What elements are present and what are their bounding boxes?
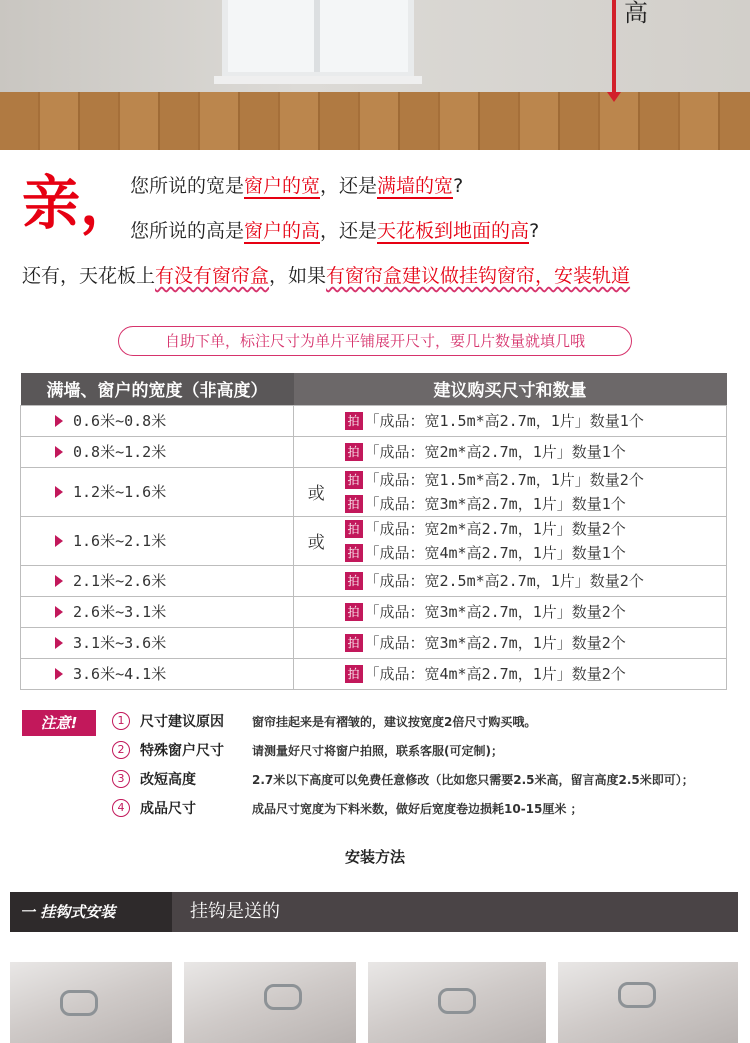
suggestion-line: [345, 492, 727, 516]
note-title: 尺寸建议原因: [140, 714, 224, 730]
pai-badge: 拍: [345, 572, 363, 590]
q3-c: ，如果: [269, 265, 327, 287]
width-range-cell: [21, 627, 294, 658]
suggestion-cell: [339, 565, 727, 596]
or-cell: [294, 405, 339, 436]
q2-a: 您所说的高是: [130, 220, 245, 242]
suggestion-text: 「成品：宽3m*高2.7m，1片」数量1个: [364, 495, 626, 513]
triangle-icon: [55, 606, 63, 618]
suggestion-text: 「成品：宽3m*高2.7m，1片」数量2个: [364, 603, 626, 621]
suggestion-cell: [339, 467, 727, 516]
q3-b: 有没有窗帘盒: [155, 265, 270, 287]
suggestion-line: [345, 569, 727, 593]
q3-a: 还有，天花板上: [22, 265, 156, 287]
note-item: [112, 737, 503, 763]
width-range: 2.6米~3.1米: [73, 603, 167, 621]
width-range: 0.8米~1.2米: [73, 443, 167, 461]
suggestion-line: [345, 631, 727, 655]
suggestion-cell: [339, 436, 727, 467]
q2-d: 天花板到地面的高: [377, 220, 530, 242]
width-range-cell: [21, 405, 294, 436]
suggestion-cell: [339, 627, 727, 658]
suggestion-line: [345, 662, 727, 686]
note-number-icon: 1: [112, 712, 130, 730]
triangle-icon: [55, 486, 63, 498]
width-range: 2.1米~2.6米: [73, 572, 167, 590]
size-table: [20, 373, 727, 690]
triangle-icon: [55, 446, 63, 458]
suggestion-text: 「成品：宽2m*高2.7m，1片」数量1个: [364, 443, 626, 461]
q1-c: ，还是: [320, 175, 378, 197]
install-section-bar: [10, 892, 738, 932]
table-row: [21, 596, 727, 627]
pai-badge: 拍: [345, 520, 363, 538]
install-section-text: 挂钩是送的: [190, 901, 280, 922]
note-desc: 请测量好尺寸将窗户拍照，联系客服(可定制)；: [252, 743, 503, 758]
note-number-icon: 2: [112, 741, 130, 759]
or-cell: [294, 627, 339, 658]
suggestion-text: 「成品：宽2m*高2.7m，1片」数量2个: [364, 520, 626, 538]
q1-b: 窗户的宽: [244, 175, 321, 197]
suggestion-cell: [339, 658, 727, 689]
q2-b: 窗户的高: [244, 220, 321, 242]
note-desc: 窗帘挂起来是有褶皱的，建议按宽度2倍尺寸购买哦。: [252, 714, 537, 729]
table-head-width: 满墙、窗户的宽度（非高度）: [21, 373, 294, 405]
height-label: 高: [624, 0, 648, 27]
hook-icon: [618, 982, 656, 1008]
q2-e: ?: [529, 220, 540, 242]
width-range-cell: [21, 565, 294, 596]
width-range-cell: [21, 467, 294, 516]
width-range-cell: [21, 516, 294, 565]
q1-e: ?: [453, 175, 464, 197]
note-item: [112, 766, 694, 792]
triangle-icon: [55, 415, 63, 427]
suggestion-line: [345, 600, 727, 624]
suggestion-line: [345, 541, 727, 565]
or-cell: 或: [294, 467, 339, 516]
triangle-icon: [55, 575, 63, 587]
pai-badge: 拍: [345, 495, 363, 513]
table-row: [21, 627, 727, 658]
width-range: 3.1米~3.6米: [73, 634, 167, 652]
room-floor: [0, 92, 750, 150]
height-arrow-icon: [612, 0, 616, 98]
width-range: 1.2米~1.6米: [73, 483, 167, 501]
table-row: [21, 516, 727, 565]
hook-photo-1: [10, 962, 172, 1043]
suggestion-cell: [339, 596, 727, 627]
width-range: 0.6米~0.8米: [73, 412, 167, 430]
install-title: 安装方法: [344, 848, 405, 866]
suggestion-line: [345, 440, 727, 464]
suggestion-text: 「成品：宽4m*高2.7m，1片」数量2个: [364, 665, 626, 683]
suggestion-line: [345, 517, 727, 541]
triangle-icon: [55, 535, 63, 547]
suggestion-text: 「成品：宽1.5m*高2.7m，1片」数量1个: [364, 412, 644, 430]
pai-badge: 拍: [345, 544, 363, 562]
note-tag: 注意!: [22, 710, 96, 736]
or-cell: [294, 596, 339, 627]
width-range-cell: [21, 596, 294, 627]
suggestion-cell: [339, 405, 727, 436]
hook-icon: [264, 984, 302, 1010]
pai-badge: 拍: [345, 443, 363, 461]
q2-c: ，还是: [320, 220, 378, 242]
or-cell: 或: [294, 516, 339, 565]
table-row: [21, 467, 727, 516]
table-row: [21, 405, 727, 436]
or-cell: [294, 436, 339, 467]
table-row: [21, 658, 727, 689]
hook-icon: [60, 990, 98, 1016]
room-window: [222, 0, 414, 78]
hook-photo-3: [368, 962, 546, 1043]
q3-d: 有窗帘盒建议做挂钩窗帘，安装轨道: [326, 265, 631, 287]
note-title: 改短高度: [140, 772, 196, 788]
q1-d: 满墙的宽: [377, 175, 454, 197]
note-item: [112, 795, 583, 821]
suggestion-text: 「成品：宽1.5m*高2.7m，1片」数量2个: [364, 471, 644, 489]
table-body: [21, 405, 727, 689]
order-hint-pill: 自助下单，标注尺寸为单片平铺展开尺寸，要几片数量就填几哦: [118, 326, 632, 356]
hook-photo-2: [184, 962, 356, 1043]
table-row: [21, 565, 727, 596]
suggestion-line: [345, 409, 727, 433]
or-cell: [294, 658, 339, 689]
install-section-label: 一 挂钩式安装: [10, 892, 172, 932]
note-number-icon: 4: [112, 799, 130, 817]
note-number-icon: 3: [112, 770, 130, 788]
suggestion-text: 「成品：宽2.5m*高2.7m，1片」数量2个: [364, 572, 644, 590]
qin-heading: 亲，: [22, 169, 139, 237]
table-row: [21, 436, 727, 467]
suggestion-line: [345, 468, 727, 492]
pai-badge: 拍: [345, 665, 363, 683]
triangle-icon: [55, 668, 63, 680]
note-item: [112, 708, 536, 734]
room-photo: [0, 0, 750, 150]
pai-badge: 拍: [345, 412, 363, 430]
question-line-2: [130, 217, 539, 245]
pai-badge: 拍: [345, 634, 363, 652]
hook-photo-4: [558, 962, 738, 1043]
question-line-3: [22, 262, 630, 290]
hook-icon: [438, 988, 476, 1014]
note-title: 成品尺寸: [140, 801, 196, 817]
width-range-cell: [21, 658, 294, 689]
triangle-icon: [55, 637, 63, 649]
width-range-cell: [21, 436, 294, 467]
pai-badge: 拍: [345, 471, 363, 489]
width-range: 3.6米~4.1米: [73, 665, 167, 683]
question-line-1: [130, 172, 463, 200]
note-desc: 成品尺寸宽度为下料米数，做好后宽度卷边损耗10-15厘米 ；: [252, 801, 583, 816]
width-range: 1.6米~2.1米: [73, 532, 167, 550]
note-title: 特殊窗户尺寸: [140, 743, 224, 759]
note-desc: 2.7米以下高度可以免费任意修改（比如您只需要2.5米高，留言高度2.5米即可）；: [252, 772, 694, 787]
table-head-suggest: 建议购买尺寸和数量: [294, 373, 727, 405]
or-cell: [294, 565, 339, 596]
window-sill: [214, 76, 422, 84]
q1-a: 您所说的宽是: [130, 175, 245, 197]
suggestion-text: 「成品：宽4m*高2.7m，1片」数量1个: [364, 544, 626, 562]
suggestion-cell: [339, 516, 727, 565]
suggestion-text: 「成品：宽3m*高2.7m，1片」数量2个: [364, 634, 626, 652]
pai-badge: 拍: [345, 603, 363, 621]
